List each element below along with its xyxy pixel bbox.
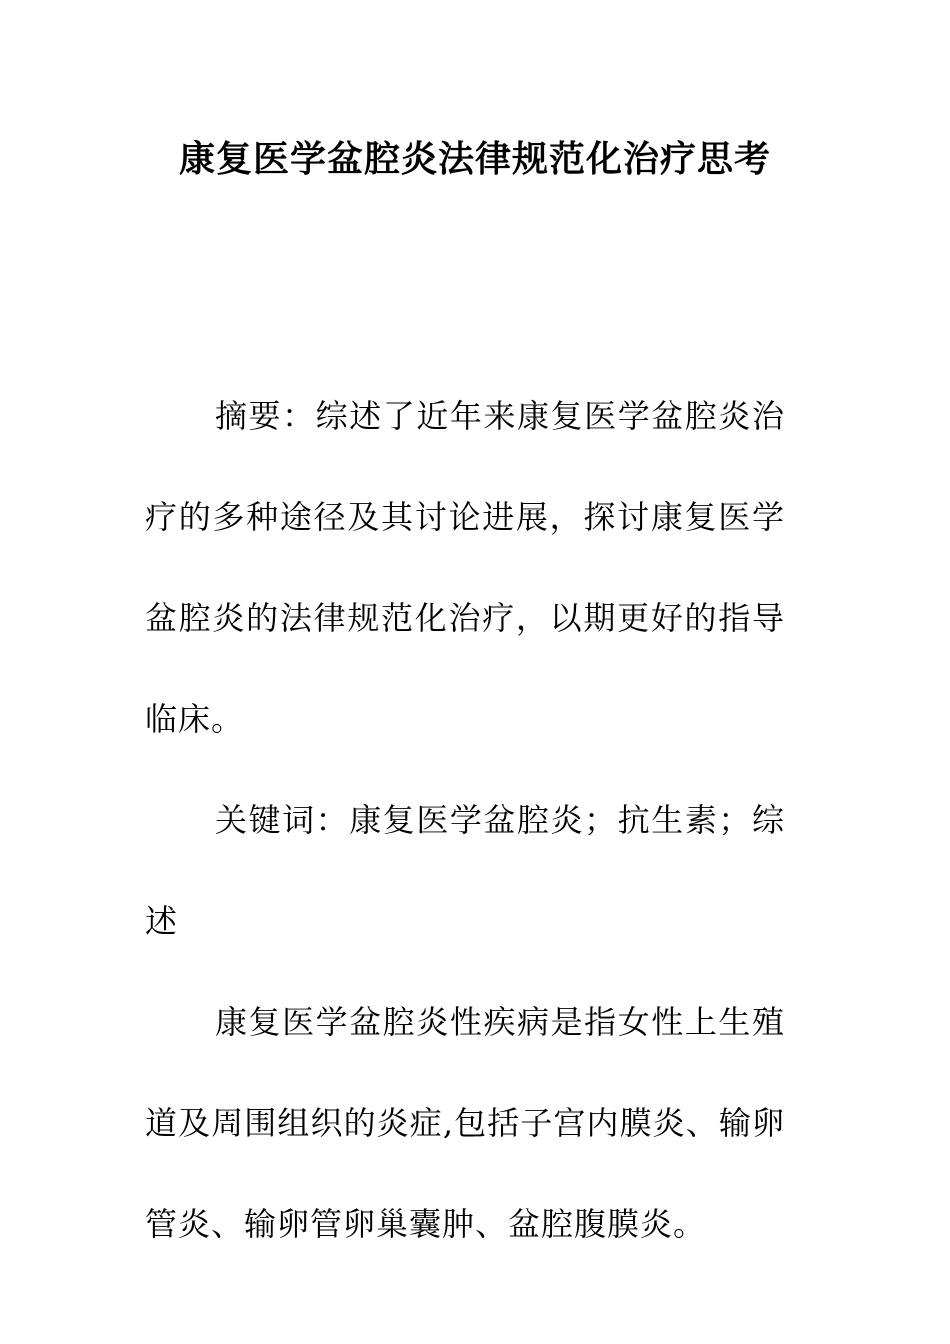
body-paragraph: 康复医学盆腔炎性疾病是指女性上生殖道及周围组织的炎症,包括子宫内膜炎、输卵管炎、输卵管卵巢囊肿、盆腔腹膜炎。 bbox=[145, 1003, 785, 1243]
document-title: 康复医学盆腔炎法律规范化治疗思考 bbox=[178, 138, 771, 180]
document-body bbox=[145, 366, 785, 1275]
keywords-paragraph: 关键词：康复医学盆腔炎；抗生素；综述 bbox=[145, 801, 785, 940]
abstract-paragraph: 摘要：综述了近年来康复医学盆腔炎治疗的多种途径及其讨论进展，探讨康复医学盆腔炎的法律规范化治疗，以期更好的指导临床。 bbox=[145, 397, 785, 738]
